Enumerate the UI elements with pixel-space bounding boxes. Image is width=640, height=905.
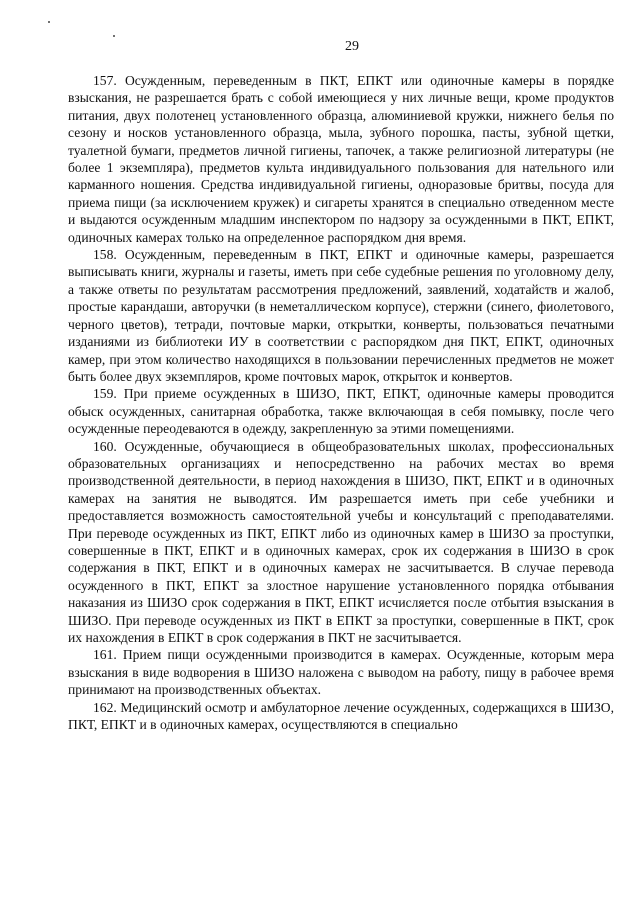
scan-speck bbox=[113, 35, 115, 37]
paragraph-161: 161. Прием пищи осужденными производится в камерах. Осужденные, которым мера взыскания в виде водворения в ШИЗО наложена с выводом на работу, пищу в рабочее время принимают на производственных объектах. bbox=[68, 647, 614, 698]
paragraph-157: 157. Осужденным, переведенным в ПКТ, ЕПКТ или одиночные камеры в порядке взыскания, не разрешается брать с собой имеющиеся у них личные вещи, кроме продуктов питания, двух полотенец установленного образца, алюминиевой кружки, нижнего белья по сезону и носков установленного образца, мыла, зубного порошка, пасты, зубной щетки, туалетной бумаги, предметов личной гигиены, тапочек, а также религиозной литературы (не более 1 экземпляра), предметов культа индивидуального пользования для нательного или карманного ношения. Средства индивидуальной гигиены, одноразовые бритвы, посуда для приема пищи (за исключением кружек) и сигареты хранятся в специально отведенном месте и выдаются осужденным младшим инспектором по надзору за осужденными в ПКТ, ЕПКТ, одиночных камерах только на определенное распорядком дня время. bbox=[68, 73, 614, 245]
scan-speck bbox=[48, 21, 50, 23]
page-number: 29 bbox=[345, 39, 359, 54]
paragraph-159: 159. При приеме осужденных в ШИЗО, ПКТ, ЕПКТ, одиночные камеры проводится обыск осужденных, санитарная обработка, также включающая в себя помывку, после чего осужденные переодеваются в одежду, закрепленную за этими помещениями. bbox=[68, 386, 614, 437]
paragraph-160: 160. Осужденные, обучающиеся в общеобразовательных школах, профессиональных образовательных организациях и непосредственно на рабочих местах во время производственной деятельности, в период нахождения в ШИЗО, ПКТ, ЕПКТ и в одиночных камерах на занятия не выводятся. Им разрешается иметь при себе учебники и предоставляется возможность самостоятельной учебы и консультаций с преподавателями. При переводе осужденных из ПКТ, ЕПКТ либо из одиночных камер в ШИЗО за проступки, совершенные в ПКТ, ЕПКТ и в одиночных камерах, срок их содержания в ШИЗО в срок содержания в ПКТ, ЕПКТ и в одиночных камерах не засчитывается. В случае перевода осужденного в ПКТ, ЕПКТ за злостное нарушение установленного порядка отбывания наказания из ШИЗО срок содержания в ПКТ, ЕПКТ исчисляется после отбытия взыскания в ШИЗО. При переводе осужденных из ПКТ в ЕПКТ за проступки, совершенные в ПКТ, срок их нахождения в ЕПКТ в срок содержания в ПКТ не засчитывается. bbox=[68, 438, 614, 645]
paragraph-162: 162. Медицинский осмотр и амбулаторное лечение осужденных, содержащихся в ШИЗО, ПКТ, ЕПКТ и в одиночных камерах, осуществляются в специально bbox=[68, 699, 614, 733]
paragraph-158: 158. Осужденным, переведенным в ПКТ, ЕПКТ и одиночные камеры, разрешается выписывать книги, журналы и газеты, иметь при себе судебные решения по уголовному делу, а также ответы по результатам рассмотрения предложений, заявлений, ходатайств и жалоб, простые карандаши, авторучки (в неметаллическом корпусе), стержни (синего, фиолетового, черного цветов), тетради, почтовые марки, открытки, конверты, пользоваться печатными изданиями из библиотеки ИУ в соответствии с распорядком дня ПКТ, ЕПКТ, одиночных камер, при этом количество находящихся в пользовании перечисленных предметов не может быть более двух экземпляров, кроме почтовых марок, открыток и конвертов. bbox=[68, 247, 614, 384]
